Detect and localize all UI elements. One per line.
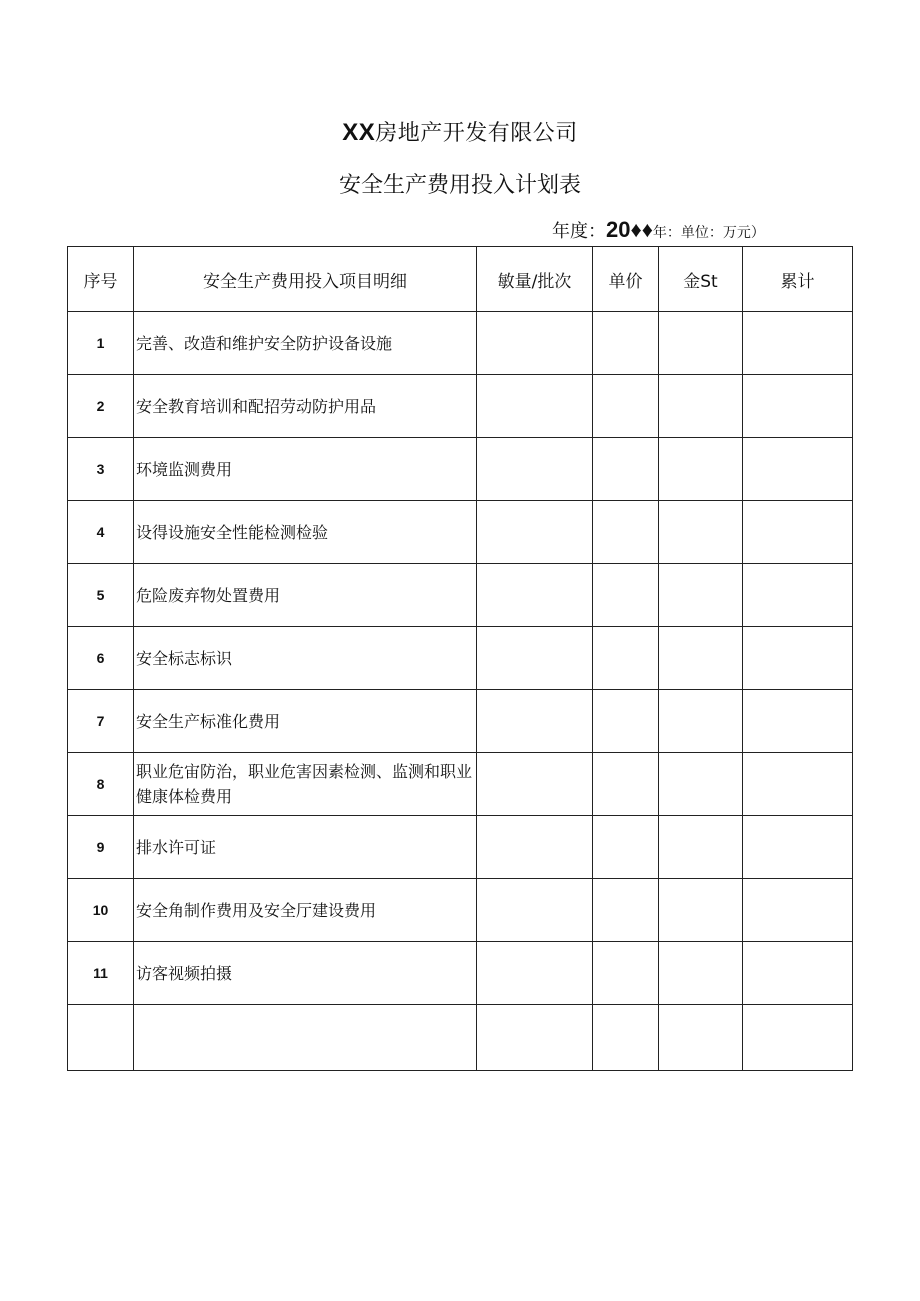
table-row <box>68 627 853 690</box>
unit-price-cell <box>593 501 659 564</box>
year-unit-line <box>552 217 765 243</box>
table-row <box>68 375 853 438</box>
company-prefix: XX <box>342 119 376 146</box>
row-number: 9 <box>68 816 134 879</box>
quantity-cell <box>477 690 593 753</box>
total-cell <box>743 1005 853 1071</box>
total-cell <box>743 375 853 438</box>
year-value: 20♦♦ <box>606 217 653 242</box>
unit-price-cell <box>593 816 659 879</box>
quantity-cell <box>477 627 593 690</box>
total-cell <box>743 312 853 375</box>
table-row <box>68 501 853 564</box>
item-description: 环境监测费用 <box>134 438 477 501</box>
row-number: 6 <box>68 627 134 690</box>
quantity-cell <box>477 942 593 1005</box>
amount-cell <box>659 501 743 564</box>
column-header-unit-price: 单价 <box>593 247 659 312</box>
unit-price-cell <box>593 879 659 942</box>
amount-cell <box>659 312 743 375</box>
item-description <box>134 1005 477 1071</box>
quantity-cell <box>477 312 593 375</box>
column-header-item: 安全生产费用投入项目明细 <box>134 247 477 312</box>
total-cell <box>743 690 853 753</box>
item-description: 安全教育培训和配招劳动防护用品 <box>134 375 477 438</box>
item-description: 排水许可证 <box>134 816 477 879</box>
column-header-amount: 金St <box>659 247 743 312</box>
quantity-cell <box>477 375 593 438</box>
quantity-cell <box>477 753 593 816</box>
item-description: 完善、改造和维护安全防护设备设施 <box>134 312 477 375</box>
amount-cell <box>659 1005 743 1071</box>
amount-cell <box>659 627 743 690</box>
table-row <box>68 438 853 501</box>
total-cell <box>743 627 853 690</box>
row-number: 1 <box>68 312 134 375</box>
unit-price-cell <box>593 942 659 1005</box>
row-number: 8 <box>68 753 134 816</box>
unit-price-cell <box>593 438 659 501</box>
amount-cell <box>659 753 743 816</box>
item-description: 安全角制作费用及安全厅建设费用 <box>134 879 477 942</box>
amount-cell <box>659 816 743 879</box>
column-header-quantity: 敏量/批次 <box>477 247 593 312</box>
row-number: 11 <box>68 942 134 1005</box>
company-name <box>0 116 920 147</box>
quantity-cell <box>477 879 593 942</box>
table-row <box>68 879 853 942</box>
unit-price-cell <box>593 753 659 816</box>
unit-label: 年：单位：万元） <box>652 225 765 241</box>
table-row <box>68 690 853 753</box>
company-name-rest: 房地产开发有限公司 <box>375 121 578 146</box>
amount-cell <box>659 879 743 942</box>
amount-cell <box>659 375 743 438</box>
item-description: 危险废弃物处置费用 <box>134 564 477 627</box>
amount-cell <box>659 438 743 501</box>
total-cell <box>743 753 853 816</box>
total-cell <box>743 501 853 564</box>
row-number <box>68 1005 134 1071</box>
item-description: 访客视频拍摄 <box>134 942 477 1005</box>
item-description: 职业危宙防治，职业危害因素检测、监测和职业健康体检费用 <box>134 753 477 816</box>
row-number: 2 <box>68 375 134 438</box>
row-number: 5 <box>68 564 134 627</box>
total-cell <box>743 942 853 1005</box>
unit-price-cell <box>593 1005 659 1071</box>
total-cell <box>743 816 853 879</box>
amount-cell <box>659 942 743 1005</box>
row-number: 4 <box>68 501 134 564</box>
unit-price-cell <box>593 375 659 438</box>
unit-price-cell <box>593 312 659 375</box>
table-row <box>68 564 853 627</box>
quantity-cell <box>477 816 593 879</box>
table-row <box>68 1005 853 1071</box>
total-cell <box>743 564 853 627</box>
cost-plan-table <box>67 246 853 1071</box>
item-description: 安全标志标识 <box>134 627 477 690</box>
item-description: 安全生产标准化费用 <box>134 690 477 753</box>
amount-cell <box>659 564 743 627</box>
amount-cell <box>659 690 743 753</box>
unit-price-cell <box>593 627 659 690</box>
year-label: 年度： <box>552 221 606 242</box>
table-row <box>68 312 853 375</box>
row-number: 10 <box>68 879 134 942</box>
column-header-total: 累计 <box>743 247 853 312</box>
table-row <box>68 816 853 879</box>
quantity-cell <box>477 1005 593 1071</box>
row-number: 7 <box>68 690 134 753</box>
unit-price-cell <box>593 690 659 753</box>
quantity-cell <box>477 501 593 564</box>
row-number: 3 <box>68 438 134 501</box>
table-row <box>68 753 853 816</box>
table-header-row <box>68 247 853 312</box>
item-description: 设得设施安全性能检测检验 <box>134 501 477 564</box>
table-row <box>68 942 853 1005</box>
document-title: 安全生产费用投入计划表 <box>338 173 581 198</box>
quantity-cell <box>477 438 593 501</box>
unit-price-cell <box>593 564 659 627</box>
quantity-cell <box>477 564 593 627</box>
column-header-no: 序号 <box>68 247 134 312</box>
total-cell <box>743 879 853 942</box>
total-cell <box>743 438 853 501</box>
